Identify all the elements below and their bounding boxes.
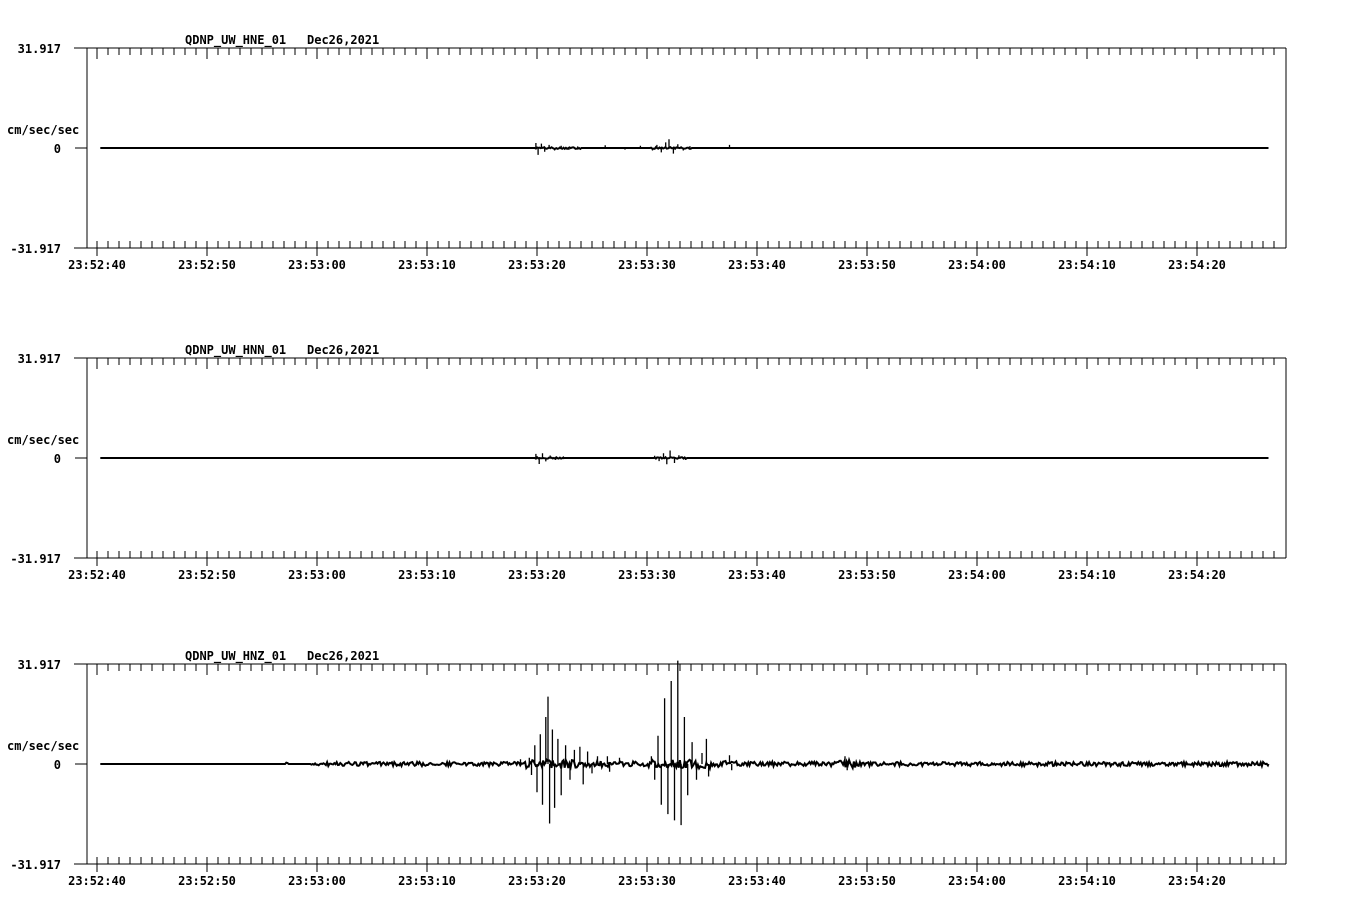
x-tick-label: 23:53:50: [838, 874, 896, 888]
y-tick-min: -31.917: [10, 858, 61, 872]
x-tick-label: 23:53:30: [618, 874, 676, 888]
x-tick-label: 23:53:30: [618, 568, 676, 582]
x-tick-label: 23:54:20: [1168, 258, 1226, 272]
y-axis-units: cm/sec/sec: [7, 123, 80, 137]
x-tick-label: 23:53:50: [838, 568, 896, 582]
x-tick-label: 23:54:10: [1058, 874, 1116, 888]
channel-title: QDNP_UW_HNE_01: [185, 33, 287, 47]
x-tick-label: 23:54:20: [1168, 568, 1226, 582]
y-tick-max: 31.917: [17, 658, 61, 672]
channel-date: Dec26,2021: [307, 33, 380, 47]
x-tick-label: 23:53:20: [508, 568, 566, 582]
y-axis-units: cm/sec/sec: [7, 739, 80, 753]
channel-title: QDNP_UW_HNN_01: [185, 343, 287, 357]
x-tick-label: 23:52:50: [178, 258, 236, 272]
x-tick-label: 23:52:40: [68, 258, 126, 272]
x-tick-label: 23:53:00: [288, 258, 346, 272]
x-tick-label: 23:52:40: [68, 568, 126, 582]
x-tick-label: 23:54:00: [948, 258, 1006, 272]
channel-date: Dec26,2021: [307, 343, 380, 357]
y-tick-zero: 0: [53, 758, 61, 772]
channel-title: QDNP_UW_HNZ_01: [185, 649, 287, 663]
y-tick-min: -31.917: [10, 552, 61, 566]
x-tick-label: 23:52:50: [178, 568, 236, 582]
x-tick-label: 23:54:00: [948, 568, 1006, 582]
y-tick-zero: 0: [53, 452, 61, 466]
x-tick-label: 23:53:10: [398, 258, 456, 272]
x-tick-label: 23:52:40: [68, 874, 126, 888]
x-tick-label: 23:54:20: [1168, 874, 1226, 888]
y-tick-max: 31.917: [17, 352, 61, 366]
y-axis-units: cm/sec/sec: [7, 433, 80, 447]
y-tick-max: 31.917: [17, 42, 61, 56]
x-tick-label: 23:54:00: [948, 874, 1006, 888]
x-tick-label: 23:53:40: [728, 874, 786, 888]
x-tick-label: 23:53:10: [398, 568, 456, 582]
x-tick-label: 23:53:00: [288, 874, 346, 888]
x-tick-label: 23:52:50: [178, 874, 236, 888]
x-tick-label: 23:53:30: [618, 258, 676, 272]
x-tick-label: 23:53:40: [728, 568, 786, 582]
channel-date: Dec26,2021: [307, 649, 380, 663]
x-tick-label: 23:54:10: [1058, 258, 1116, 272]
x-tick-label: 23:53:40: [728, 258, 786, 272]
x-tick-label: 23:53:00: [288, 568, 346, 582]
x-tick-label: 23:53:10: [398, 874, 456, 888]
y-tick-zero: 0: [53, 142, 61, 156]
x-tick-label: 23:53:20: [508, 258, 566, 272]
x-tick-label: 23:53:20: [508, 874, 566, 888]
x-tick-label: 23:53:50: [838, 258, 896, 272]
y-tick-min: -31.917: [10, 242, 61, 256]
x-tick-label: 23:54:10: [1058, 568, 1116, 582]
